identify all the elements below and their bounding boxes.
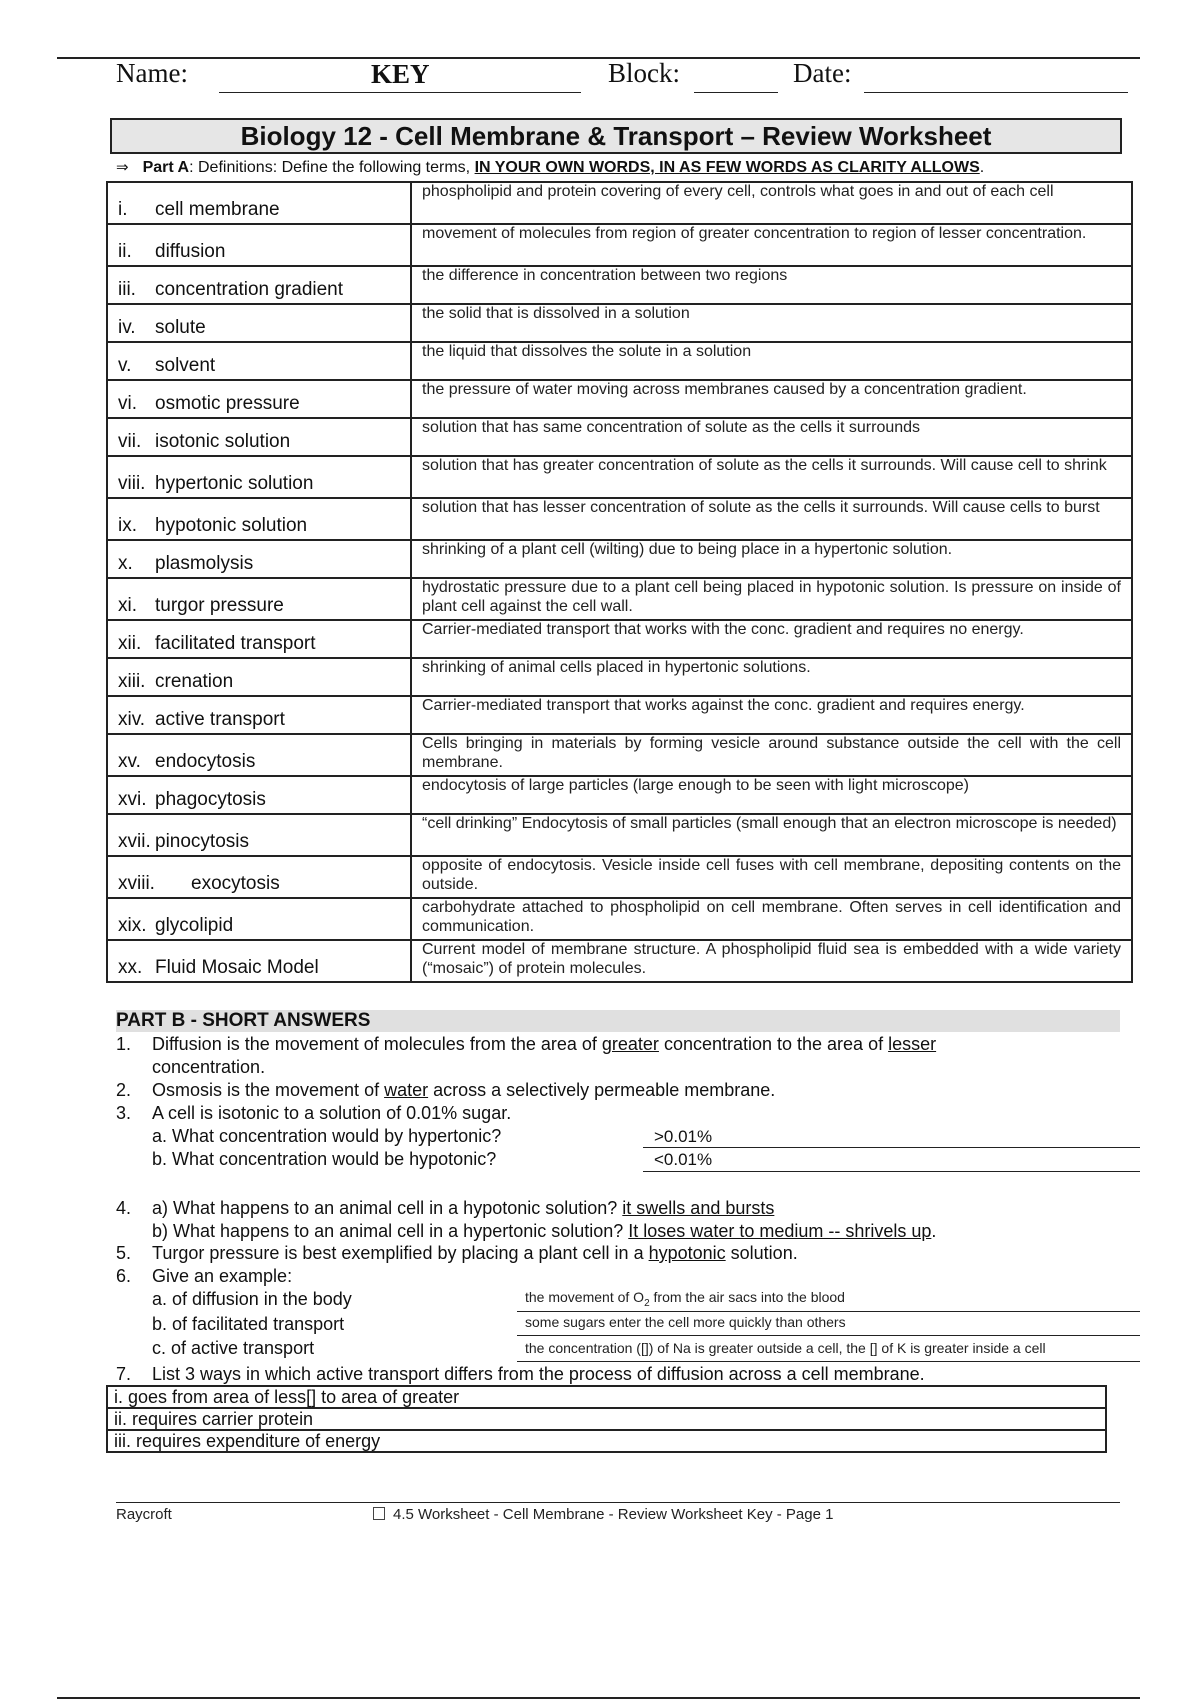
- term-text: turgor pressure: [155, 595, 284, 616]
- q6a-answer: [525, 1289, 845, 1309]
- block-label: Block:: [608, 58, 680, 88]
- definition-term: [107, 940, 411, 982]
- term-number: xiii.: [118, 671, 146, 692]
- document-icon: [373, 1507, 385, 1520]
- definition-text: solution that has same concentration of solute as the cells it surrounds: [411, 418, 1132, 456]
- name-label: Name:: [116, 58, 188, 88]
- definition-text: opposite of endocytosis. Vesicle inside cell fuses with cell membrane, depositing contents on the outside.: [411, 856, 1132, 898]
- definition-text: solution that has greater concentration of solute as the cells it surrounds. Will cause cell to shrink: [411, 456, 1132, 498]
- definition-row: [107, 418, 1132, 456]
- term-text: solute: [155, 317, 206, 338]
- definition-term: [107, 498, 411, 540]
- q1-answer-lesser: lesser: [888, 1034, 937, 1054]
- worksheet-title: Biology 12 - Cell Membrane & Transport – Review Worksheet: [110, 118, 1122, 154]
- definition-term: [107, 266, 411, 304]
- q3a-answer-line: [643, 1147, 1140, 1148]
- definition-row: [107, 578, 1132, 620]
- q2-text-c: across a selectively permeable membrane.: [428, 1080, 776, 1100]
- q7-answers-table: [106, 1385, 1107, 1453]
- question-4a: [116, 1197, 774, 1219]
- q6c-answer-line: [517, 1361, 1140, 1362]
- question-3a: a. What concentration would by hypertonic?: [152, 1126, 502, 1146]
- q1-num: 1.: [116, 1034, 132, 1054]
- name-value: KEY: [371, 59, 430, 89]
- term-number: xvii.: [118, 831, 151, 852]
- term-number: i.: [118, 199, 128, 220]
- q4a-text: a) What happens to an animal cell in a hypotonic solution?: [152, 1198, 623, 1218]
- term-text: pinocytosis: [155, 831, 249, 852]
- definition-row: [107, 342, 1132, 380]
- term-text: Fluid Mosaic Model: [155, 957, 319, 978]
- q3-num: 3.: [116, 1103, 132, 1123]
- term-number: xvi.: [118, 789, 147, 810]
- definition-row: [107, 734, 1132, 776]
- term-text: solvent: [155, 355, 216, 376]
- definition-text: the liquid that dissolves the solute in a solution: [411, 342, 1132, 380]
- term-number: x.: [118, 553, 133, 574]
- q5-answer: hypotonic: [648, 1243, 726, 1263]
- q7-answer-3: iii. requires expenditure of energy: [107, 1430, 1106, 1452]
- part-a-label: Part A: [142, 159, 190, 176]
- definition-term: [107, 776, 411, 814]
- definition-term: [107, 380, 411, 418]
- q7-answer-1: i. goes from area of less[] to area of greater: [107, 1386, 1106, 1408]
- definition-text: the solid that is dissolved in a solution: [411, 304, 1132, 342]
- term-number: xx.: [118, 957, 143, 978]
- term-number: xviii.: [118, 873, 155, 894]
- q6a-answer-part1: the movement of O: [525, 1289, 645, 1305]
- q6b-answer: some sugars enter the cell more quickly than others: [525, 1314, 846, 1330]
- definition-row: [107, 182, 1132, 224]
- footer-rule: [116, 1502, 1120, 1503]
- term-text: diffusion: [155, 241, 226, 262]
- term-text: crenation: [155, 671, 234, 692]
- name-line: [219, 92, 581, 93]
- q4a-answer: it swells and bursts: [622, 1198, 775, 1218]
- definitions-table: [106, 181, 1133, 983]
- term-number: iii.: [118, 279, 136, 300]
- definition-text: the difference in concentration between two regions: [411, 266, 1132, 304]
- q3b-answer-line: [643, 1171, 1140, 1172]
- term-text: plasmolysis: [155, 553, 254, 574]
- bottom-rule: [57, 1697, 1140, 1699]
- definition-text: phospholipid and protein covering of every cell, controls what goes in and out of each cell: [411, 182, 1132, 224]
- definition-text: endocytosis of large particles (large enough to be seen with light microscope): [411, 776, 1132, 814]
- term-number: ix.: [118, 515, 137, 536]
- term-text: hypertonic solution: [155, 473, 314, 494]
- definition-row: [107, 856, 1132, 898]
- q7-text: List 3 ways in which active transport differs from the process of diffusion across a cell membrane.: [152, 1364, 925, 1384]
- part-b-heading: PART B - SHORT ANSWERS: [116, 1010, 1120, 1032]
- definition-text: movement of molecules from region of greater concentration to region of lesser concentration.: [411, 224, 1132, 266]
- question-1-line2: concentration.: [152, 1057, 266, 1077]
- q5-text-c: solution.: [725, 1243, 798, 1263]
- term-number: v.: [118, 355, 132, 376]
- q4b-text: b) What happens to an animal cell in a hypertonic solution?: [152, 1221, 629, 1241]
- term-text: active transport: [155, 709, 285, 730]
- definition-row: [107, 224, 1132, 266]
- q1-answer-greater: greater: [601, 1034, 659, 1054]
- definition-term: [107, 734, 411, 776]
- definition-text: carbohydrate attached to phospholipid on cell membrane. Often serves in cell identification and communication.: [411, 898, 1132, 940]
- definition-text: “cell drinking” Endocytosis of small particles (small enough that an electron microscope is needed): [411, 814, 1132, 856]
- q6-text: Give an example:: [152, 1266, 293, 1286]
- term-text: glycolipid: [155, 915, 234, 936]
- term-text: phagocytosis: [155, 789, 266, 810]
- definition-term: [107, 898, 411, 940]
- term-text: exocytosis: [191, 873, 280, 894]
- definition-term: [107, 540, 411, 578]
- q1-text-c: concentration to the area of: [658, 1034, 889, 1054]
- definition-row: [107, 498, 1132, 540]
- definition-row: [107, 540, 1132, 578]
- date-line: [864, 92, 1128, 93]
- date-label: Date:: [793, 58, 852, 88]
- q6a-answer-line: [517, 1311, 1140, 1312]
- question-6b: b. of facilitated transport: [152, 1314, 345, 1334]
- part-a-instruction: [116, 158, 984, 177]
- q1-text-a: Diffusion is the movement of molecules from the area of: [152, 1034, 602, 1054]
- q2-num: 2.: [116, 1080, 132, 1100]
- q4b-end: .: [931, 1221, 937, 1241]
- term-number: vi.: [118, 393, 137, 414]
- definition-row: [107, 696, 1132, 734]
- definition-term: [107, 814, 411, 856]
- q3a-answer: >0.01%: [654, 1127, 713, 1146]
- definition-term: [107, 578, 411, 620]
- definition-text: Current model of membrane structure. A phospholipid fluid sea is embedded with a wide variety (“mosaic”) of protein molecules.: [411, 940, 1132, 982]
- part-a-end: .: [979, 159, 985, 176]
- definition-text: hydrostatic pressure due to a plant cell being placed in hypotonic solution. Is pressure on inside of plant cell against the cell wall.: [411, 578, 1132, 620]
- definition-term: [107, 696, 411, 734]
- definition-text: shrinking of a plant cell (wilting) due to being place in a hypertonic solution.: [411, 540, 1132, 578]
- question-7: [116, 1363, 925, 1385]
- term-text: endocytosis: [155, 751, 256, 772]
- definition-row: [107, 456, 1132, 498]
- term-text: osmotic pressure: [155, 393, 300, 414]
- definition-term: [107, 304, 411, 342]
- definition-term: [107, 224, 411, 266]
- term-number: xi.: [118, 595, 137, 616]
- definition-row: [107, 304, 1132, 342]
- definition-row: [107, 658, 1132, 696]
- definition-term: [107, 856, 411, 898]
- q6b-answer-line: [517, 1335, 1140, 1336]
- definition-text: Carrier-mediated transport that works with the conc. gradient and requires no energy.: [411, 620, 1132, 658]
- term-number: xiv.: [118, 709, 146, 730]
- question-6a: a. of diffusion in the body: [152, 1289, 352, 1309]
- term-text: hypotonic solution: [155, 515, 308, 536]
- term-number: ii.: [118, 241, 132, 262]
- definition-row: [107, 266, 1132, 304]
- footer-doc-text: 4.5 Worksheet - Cell Membrane - Review Worksheet Key - Page 1: [393, 1506, 834, 1523]
- definition-text: shrinking of animal cells placed in hypertonic solutions.: [411, 658, 1132, 696]
- question-6: [116, 1265, 292, 1287]
- q7-num: 7.: [116, 1364, 132, 1384]
- definition-term: [107, 456, 411, 498]
- term-number: iv.: [118, 317, 136, 338]
- q6a-answer-part2: from the air sacs into the blood: [649, 1289, 845, 1305]
- definition-term: [107, 418, 411, 456]
- definition-term: [107, 182, 411, 224]
- definition-term: [107, 342, 411, 380]
- term-text: concentration gradient: [155, 279, 344, 300]
- definition-text: Cells bringing in materials by forming vesicle around substance outside the cell with the cell membrane.: [411, 734, 1132, 776]
- question-1: [116, 1033, 936, 1055]
- definition-row: [107, 814, 1132, 856]
- term-number: xii.: [118, 633, 142, 654]
- question-6c: c. of active transport: [152, 1338, 315, 1358]
- definition-text: solution that has lesser concentration of solute as the cells it surrounds. Will cause cells to burst: [411, 498, 1132, 540]
- q4-num: 4.: [116, 1198, 132, 1218]
- question-3: [116, 1102, 511, 1124]
- question-5: [116, 1242, 798, 1264]
- definition-row: [107, 620, 1132, 658]
- term-number: xix.: [118, 915, 147, 936]
- definition-text: Carrier-mediated transport that works against the conc. gradient and requires energy.: [411, 696, 1132, 734]
- q4b-answer: It loses water to medium -- shrivels up: [628, 1221, 932, 1241]
- q3-text: A cell is isotonic to a solution of 0.01% sugar.: [152, 1103, 512, 1123]
- q6a-answer-sub: 2: [644, 1297, 650, 1309]
- q6-num: 6.: [116, 1266, 132, 1286]
- question-2: [116, 1079, 775, 1101]
- q7-answer-2: ii. requires carrier protein: [107, 1408, 1106, 1430]
- part-a-emphasis: IN YOUR OWN WORDS, IN AS FEW WORDS AS CLARITY ALLOWS: [474, 159, 980, 176]
- definition-row: [107, 380, 1132, 418]
- block-line: [694, 92, 778, 93]
- q5-text-a: Turgor pressure is best exemplified by placing a plant cell in a: [152, 1243, 649, 1263]
- q3b-answer: <0.01%: [654, 1150, 713, 1169]
- part-a-text: : Definitions: Define the following terms,: [189, 159, 475, 176]
- q6c-answer: the concentration ([]) of Na is greater outside a cell, the [] of K is greater inside a cell: [525, 1340, 1046, 1356]
- question-4b: [152, 1220, 936, 1242]
- footer-doc: [373, 1506, 833, 1523]
- definition-row: [107, 898, 1132, 940]
- q2-answer: water: [384, 1080, 429, 1100]
- arrow-icon: ⇒: [116, 159, 129, 176]
- definition-term: [107, 658, 411, 696]
- term-text: cell membrane: [155, 199, 280, 220]
- q2-text-a: Osmosis is the movement of: [152, 1080, 385, 1100]
- term-number: vii.: [118, 431, 142, 452]
- term-number: viii.: [118, 473, 146, 494]
- definition-text: the pressure of water moving across membranes caused by a concentration gradient.: [411, 380, 1132, 418]
- definition-row: [107, 940, 1132, 982]
- term-text: isotonic solution: [155, 431, 291, 452]
- q5-num: 5.: [116, 1243, 132, 1263]
- question-3b: b. What concentration would be hypotonic?: [152, 1149, 497, 1169]
- term-number: xv.: [118, 751, 141, 772]
- term-text: facilitated transport: [155, 633, 316, 654]
- definition-term: [107, 620, 411, 658]
- footer-author: Raycroft: [116, 1506, 172, 1523]
- definition-row: [107, 776, 1132, 814]
